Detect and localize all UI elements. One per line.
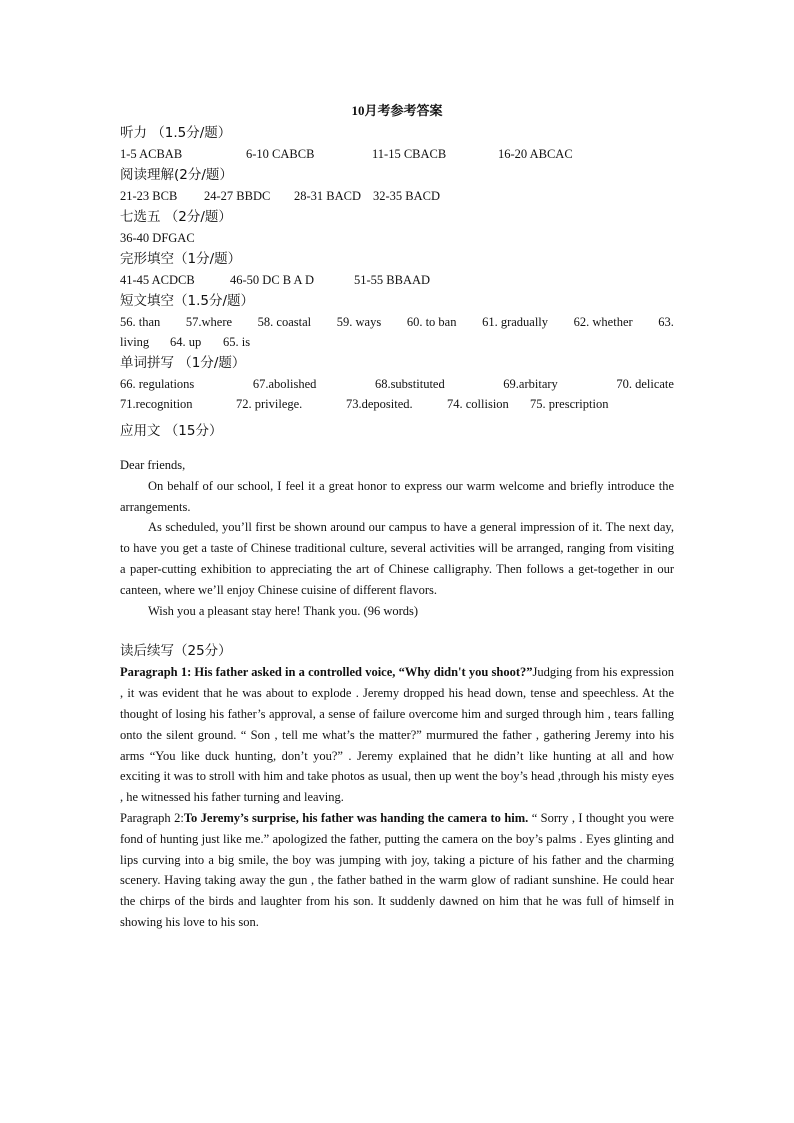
grammar-heading: 短文填空（1.5分/题） xyxy=(120,293,255,309)
seven-heading: 七选五 （2分/题） xyxy=(120,209,232,225)
answer-item: 59. ways xyxy=(336,315,382,329)
listening-heading: 听力 （1.5分/题） xyxy=(120,125,232,141)
answer-item: 73.deposited. xyxy=(346,397,413,411)
answer-item: 6-10 CABCB xyxy=(246,147,315,161)
answer-item: 56. than xyxy=(120,315,161,329)
answer-item: 61. gradually xyxy=(482,315,549,329)
spelling-heading: 单词拼写 （1分/题） xyxy=(120,355,246,371)
paragraph-2-body: “ Sorry , I thought you were fond of hunting just like me.” apologized the father, putting the camera on the boy’s palms . Eyes glinting and lips curving into a big smile, the boy was jumping with joy, taking a picture of his father and the charming scenery. Having taking away the gun , the father bathed in the warm glow of radiant sunshine. He could hear the chirps of the birds and laughter from his son. It suddenly dawned on him that he was full of himself in showing his love to his son. xyxy=(120,810,674,929)
letter-paragraph-2: As scheduled, you’ll first be shown around our campus to have a general impression of it. The next day, to have you get a taste of Chinese traditional culture, several activities will be arranged, ranging from visiting a paper-cutting exhibition to appreciating the art of Chinese calligraphy. Then follows a get-together in our canteen, where we’ll enjoy Chinese cuisine of different flavors. xyxy=(120,520,674,597)
page-title: 10月考参考答案 xyxy=(351,103,443,118)
answer-item: 57.where xyxy=(185,315,233,329)
answer-item: 63. xyxy=(658,315,674,329)
answer-item: 1-5 ACBAB xyxy=(120,147,183,161)
answer-item: 60. to ban xyxy=(406,315,457,329)
reading-answers xyxy=(120,186,674,207)
answer-item: 69.arbitary xyxy=(503,377,558,391)
answer-item: 11-15 CBACB xyxy=(372,147,447,161)
continuation-paragraph-2 xyxy=(120,808,674,933)
answer-item: 46-50 DC B A D xyxy=(230,273,315,287)
answer-item: 70. delicate xyxy=(616,377,674,391)
letter-paragraph-3: Wish you a pleasant stay here! Thank you. (96 words) xyxy=(148,603,419,618)
answer-item: 75. prescription xyxy=(530,397,609,411)
continuation-paragraph-1 xyxy=(120,662,674,808)
grammar-answers-line-1 xyxy=(120,312,674,332)
grammar-answers-line-2 xyxy=(120,332,674,353)
reading-heading: 阅读理解(2分/题） xyxy=(120,167,233,183)
letter-paragraph-1: On behalf of our school, I feel it a great honor to express our warm welcome and briefly introduce the arrangements. xyxy=(120,478,674,514)
paragraph-2-prefix: Paragraph 2: xyxy=(120,810,184,825)
continuation-heading: 读后续写（25分） xyxy=(120,643,232,660)
spelling-answers-line-1 xyxy=(120,374,674,394)
answer-item: 16-20 ABCAC xyxy=(498,147,573,161)
letter-greeting: Dear friends, xyxy=(120,458,186,472)
cloze-heading: 完形填空（1分/题） xyxy=(120,251,242,267)
spacer xyxy=(120,621,674,641)
cloze-answers xyxy=(120,270,674,291)
answer-item: 68.substituted xyxy=(374,377,445,391)
listening-answers xyxy=(120,144,674,165)
application-heading: 应用文 （15分） xyxy=(120,423,223,439)
answer-item: 36-40 DFGAC xyxy=(120,231,195,245)
answer-item: 72. privilege. xyxy=(236,397,303,411)
answer-item: 71.recognition xyxy=(120,397,193,411)
paragraph-1-lead: Paragraph 1: His father asked in a controlled voice, “Why didn't you shoot?” xyxy=(120,665,533,680)
answer-item: 28-31 BACD xyxy=(294,189,362,203)
seven-answers xyxy=(120,228,674,249)
spacer xyxy=(120,442,674,455)
answer-item: 65. is xyxy=(223,335,251,349)
answer-item: 41-45 ACDCB xyxy=(120,273,195,287)
answer-item: 74. collision xyxy=(447,397,509,411)
answer-item: 67.abolished xyxy=(252,377,317,391)
answer-item: 51-55 BBAAD xyxy=(354,273,431,287)
answer-item: 21-23 BCB xyxy=(120,189,178,203)
answer-key-page xyxy=(120,100,674,933)
answer-item: living xyxy=(120,335,150,349)
spelling-answers-line-2 xyxy=(120,394,674,415)
answer-item: 64. up xyxy=(170,335,202,349)
paragraph-1-body: Judging from his expression , it was evident that he was about to explode . Jeremy dropped his head down, tense and speechless. At the thought of losing his father’s approval, a sense of failure overcome him and surged through him , tears falling onto the silent ground. “ Son , tell me what’s the matter?” murmured the father , gathering Jeremy into his arms “You like duck hunting, don’t you?” . Jeremy explained that he didn’t like hunting at all and how exciting it was to stroll with him and take photos as usual, then up went the boy’s head ,through his misty eyes , he witnessed his father turning and leaving. xyxy=(120,665,675,805)
answer-item: 24-27 BBDC xyxy=(204,189,271,203)
answer-item: 62. whether xyxy=(573,315,633,329)
answer-item: 32-35 BACD xyxy=(373,189,441,203)
answer-item: 66. regulations xyxy=(120,377,195,391)
paragraph-2-lead: To Jeremy’s surprise, his father was handing the camera to him. xyxy=(183,810,529,825)
answer-item: 58. coastal xyxy=(257,315,312,329)
